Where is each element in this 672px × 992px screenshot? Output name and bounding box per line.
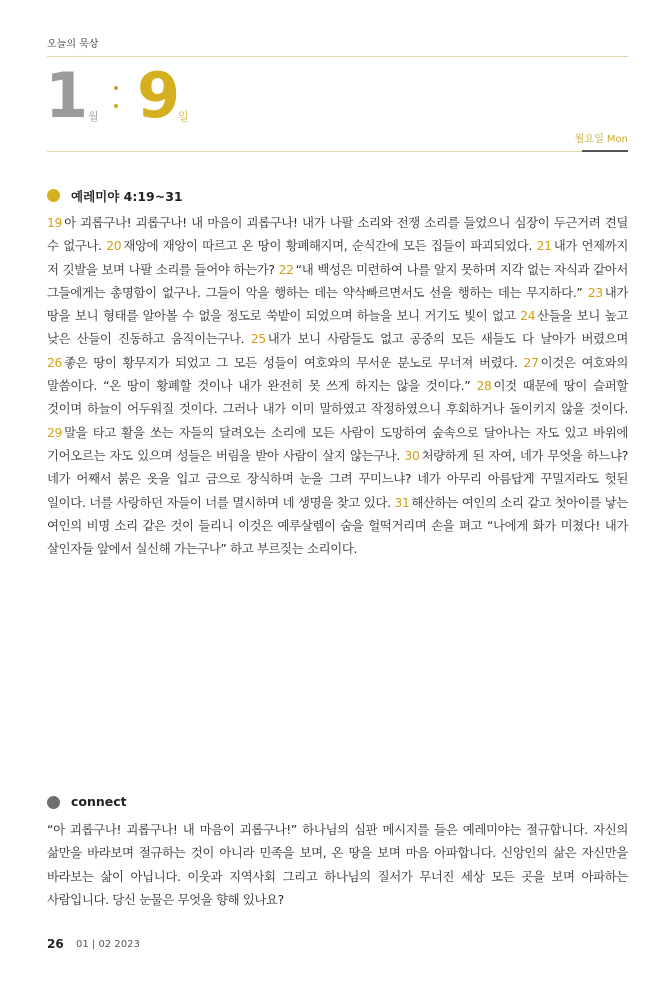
verse-number: 21 bbox=[536, 238, 552, 254]
header-label: 오늘의 묵상 bbox=[47, 39, 99, 50]
verse-text: 해산하는 여인의 소리 같고 첫아이를 낳는 여인의 비명 소리 같은 것이 들리니 이것은 예루살렘이 숨을 헐떡거리며 손을 펴고 “나에게 화가 미쳤다! 내가 살인자들 앞에서 실신해 가는구나” 하고 부르짖는 소리이다. bbox=[47, 494, 628, 557]
verse-text: “내 백성은 미련하여 나를 알지 못하며 지각 없는 자식과 같아서 그들에게는 총명함이 없구나. 그들이 악을 행하는 데는 약삭빠르면서도 선을 행하는 데는 무지하다.” bbox=[47, 261, 628, 300]
verse-number: 28 bbox=[476, 378, 492, 394]
connect-body: “아 괴롭구나! 괴롭구나! 내 마음이 괴롭구나!” 하나님의 심판 메시지를 들은 예레미야는 절규합니다. 자신의 삶만을 바라보며 절규하는 것이 아니라 민족을 보며, 온 땅을 보며 마음 아파합니다. 신앙인의 삶은 자신만을 바라보는 삶이 아닙니다. 이웃과 지역사회 그리고 하나님의 질서가 무너진 세상 모든 곳을 보며 아파하는 사람입니다. 당신 눈물은 무엇을 향해 있나요? bbox=[47, 822, 628, 907]
connect-bullet-icon bbox=[47, 796, 60, 809]
passage-reference: 예레미야 4:19~31 bbox=[71, 189, 183, 204]
verse-number: 27 bbox=[523, 354, 539, 370]
verse-number: 19 bbox=[47, 215, 63, 230]
verse-text: 산들을 보니 높고 낮은 산들이 진동하고 움직이는구나. bbox=[47, 308, 628, 347]
verse-number: 31 bbox=[394, 494, 410, 510]
verse-text: 좋은 땅이 황무지가 되었고 그 모든 성들이 여호와의 무서운 분노로 무너져 버렸다. bbox=[64, 354, 518, 370]
verse-number: 30 bbox=[404, 447, 420, 463]
weekday-label: 월요일 Mon bbox=[574, 134, 628, 145]
verse-text: 내가 언제까지 저 깃발을 보며 나팔 소리를 들어야 하는가? bbox=[47, 238, 628, 277]
verse-text: 이것은 여호와의 말씀이다. “온 땅이 황폐할 것이나 내가 완전히 못 쓰게 하지는 않을 것이다.” bbox=[47, 354, 628, 394]
verse-number: 22 bbox=[278, 261, 294, 277]
top-divider bbox=[47, 56, 628, 57]
verse-number: 20 bbox=[106, 238, 122, 254]
date-divider bbox=[47, 151, 582, 152]
verse-number: 24 bbox=[520, 308, 536, 324]
verse-number: 25 bbox=[250, 331, 266, 347]
verse-number: 29 bbox=[47, 424, 63, 440]
verse-text: 내가 보니 사람들도 없고 공중의 모든 새들도 다 날아가 버렸으며 bbox=[267, 331, 628, 347]
connect-title: connect bbox=[71, 794, 127, 809]
verse-text: 재앙에 재앙이 따르고 온 땅이 황폐해지며, 순식간에 모든 집들이 파괴되었다. bbox=[123, 238, 533, 254]
passage-body bbox=[47, 211, 628, 560]
weekday-underline bbox=[582, 150, 628, 152]
issue-date: 01 | 02 2023 bbox=[76, 939, 140, 950]
verse-number: 26 bbox=[47, 354, 63, 370]
month-number: 1 bbox=[45, 59, 89, 132]
verse-text: 처량하게 된 자여, 네가 무엇을 하느냐? 네가 어째서 붉은 옷을 입고 금으로 장식하며 눈을 그려 꾸미느냐? 네가 아무리 아름답게 꾸밀지라도 헛된 일이다. 너를 사랑하던 자들이 너를 멸시하며 네 생명을 찾고 있다. bbox=[47, 447, 628, 510]
page-number: 26 bbox=[47, 937, 64, 951]
day-unit: 일 bbox=[178, 110, 189, 123]
verse-text: 내가 땅을 보니 형태를 알아볼 수 없을 정도로 쑥밭이 되었으며 하늘을 보니 거기도 빛이 없고 bbox=[47, 284, 629, 324]
day-number: 9 bbox=[137, 59, 181, 132]
month-unit: 월 bbox=[88, 110, 99, 123]
verse-text: 아 괴롭구나! 괴롭구나! 내 마음이 괴롭구나! 내가 나팔 소리와 전쟁 소리를 들었으니 심장이 두근거려 견딜 수 없구나. bbox=[47, 215, 628, 254]
verse-text: 말을 타고 활을 쏘는 자들의 달려오는 소리에 모든 사람이 도망하여 숲속으로 달아나는 자도 있고 바위에 기어오르는 자도 있으며 성들은 버림을 받아 사람이 살지 않는구나. bbox=[47, 424, 628, 463]
verse-text: 이것 때문에 땅이 슬퍼할 것이며 하늘이 어두워질 것이다. 그러나 내가 이미 말하였고 작정하였으니 후회하거나 돌이키지 않을 것이다. bbox=[47, 378, 628, 417]
verse-number: 23 bbox=[587, 284, 603, 300]
date-separator-icon bbox=[114, 84, 120, 114]
passage-bullet-icon bbox=[47, 189, 60, 202]
